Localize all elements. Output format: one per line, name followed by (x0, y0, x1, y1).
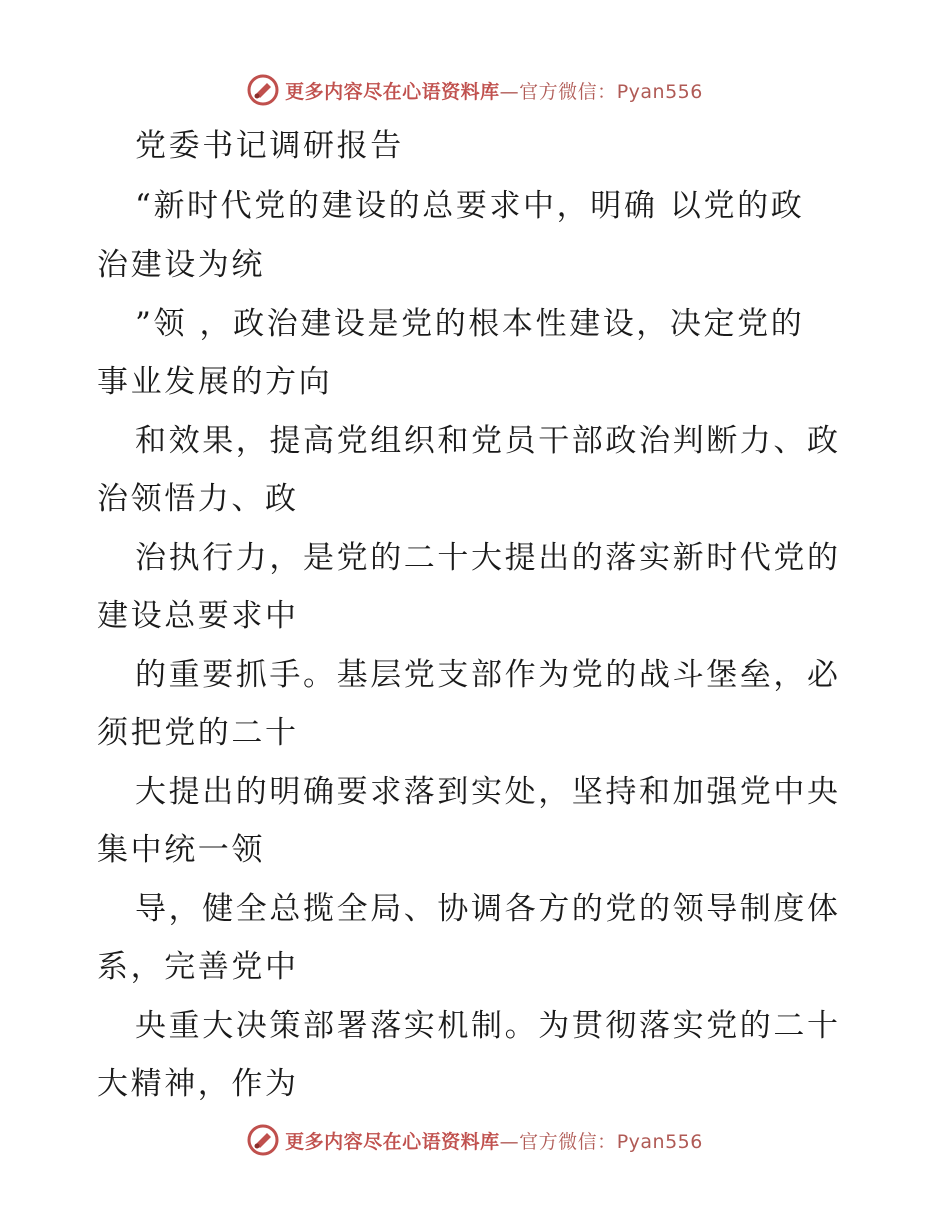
text-line: 导，健全总揽全局、协调各方的党的领导制度体 (135, 891, 841, 927)
text-line: 系，完善党中 (97, 949, 299, 985)
notebook-pen-logo-icon (247, 1124, 279, 1156)
header-banner-text (285, 77, 703, 104)
text-line: 须把党的二十 (97, 715, 299, 751)
brand-text: 更多内容尽在心语资料库 (285, 1130, 500, 1153)
text-line: “新时代党的建设的总要求中，明确 以党的政 (135, 188, 805, 224)
text-line: 建设总要求中 (97, 598, 299, 634)
brand-text: 更多内容尽在心语资料库 (285, 80, 500, 103)
wechat-id: Pyan556 (616, 1130, 703, 1153)
text-line: 央重大决策部署落实机制。为贯彻落实党的二十 (135, 1008, 841, 1044)
text-line: 治建设为统 (97, 247, 265, 283)
notebook-pen-logo-icon (247, 74, 279, 106)
text-line: 大精神，作为 (97, 1066, 299, 1102)
text-line: 和效果，提高党组织和党员干部政治判断力、政 (135, 423, 841, 459)
text-line: 治执行力，是党的二十大提出的落实新时代党的 (135, 540, 841, 576)
text-line: 事业发展的方向 (97, 364, 333, 400)
document-title: 党委书记调研报告 (135, 128, 404, 164)
header-banner (0, 70, 950, 110)
separator: — (499, 1130, 520, 1153)
footer-banner (0, 1120, 950, 1160)
text-line: 的重要抓手。基层党支部作为党的战斗堡垒，必 (135, 657, 841, 693)
wechat-label: 官方微信： (519, 80, 617, 103)
text-line: 治领悟力、政 (97, 481, 299, 517)
text-line: ”领 ，政治建设是党的根本性建设，决定党的 (135, 306, 805, 342)
separator: — (499, 80, 520, 103)
text-line: 集中统一领 (97, 832, 265, 868)
wechat-id: Pyan556 (616, 80, 703, 103)
text-line: 大提出的明确要求落到实处，坚持和加强党中央 (135, 774, 841, 810)
wechat-label: 官方微信： (519, 1130, 617, 1153)
footer-banner-text (285, 1127, 703, 1154)
